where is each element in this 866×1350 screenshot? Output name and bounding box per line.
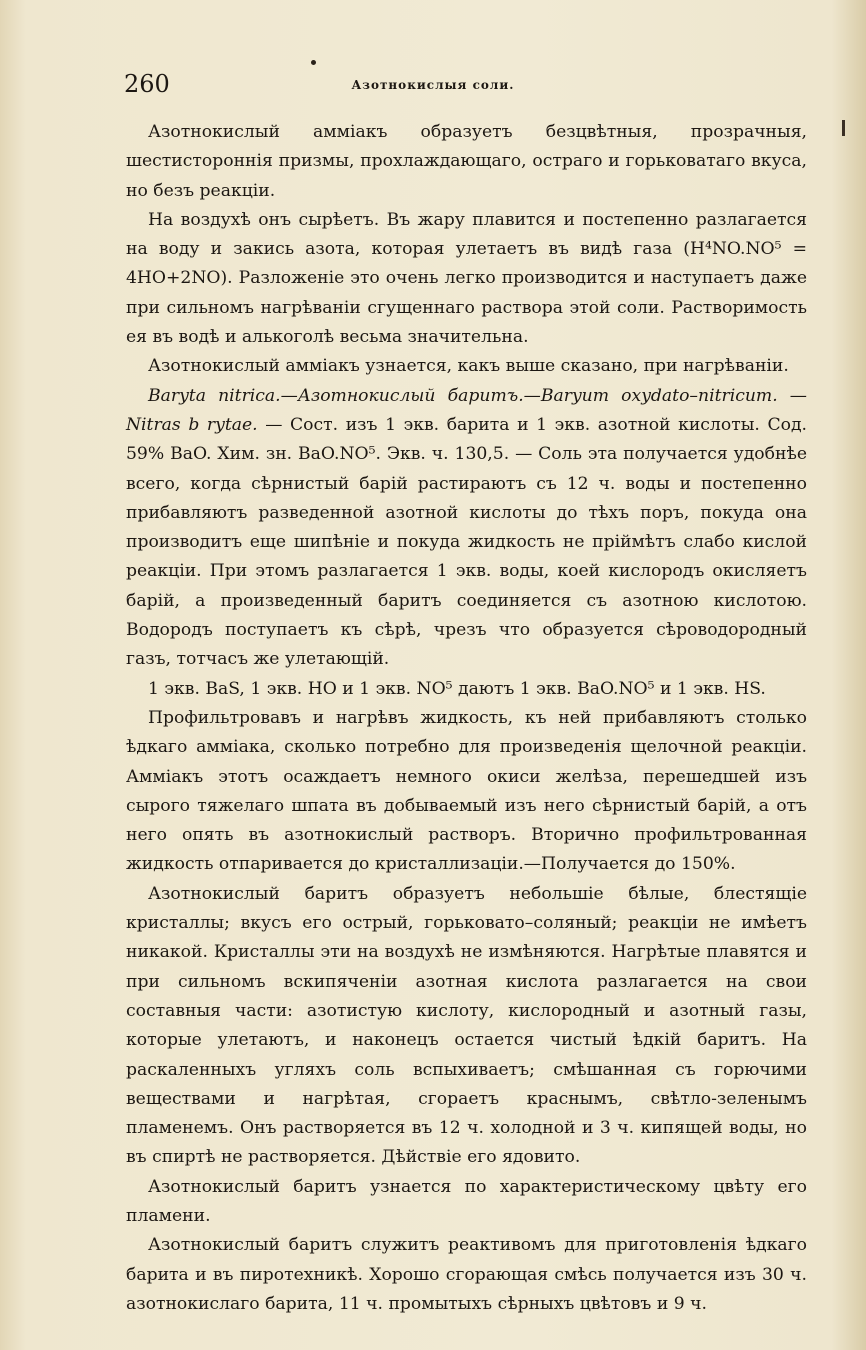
- paragraph-filtering: Профильтровавъ и нагрѣвъ жидкость, къ ней прибавляютъ столько ѣдкаго амміака, сколько потребно для произведенія щелочной реакціи. Амміакъ этотъ осаждаетъ немного окиси желѣза, перешедшей изъ сырого тяжелаго шпата въ добываемый изъ него сѣрнистый барій, а отъ него опять въ азотнокислый растворъ. Вторично профильтрованная жидкость отпаривается до кристаллизаціи.—Получается до 150%.: [126, 707, 807, 875]
- baryta-entry-text: — Сост. изъ 1 экв. барита и 1 экв. азотной кислоты. Сод. 59% BaO. Хим. зн. BaO.NO⁵. Экв. ч. 130,5. — Соль эта получается удобнѣе всего, когда сѣрнистый барій растираютъ съ 12 ч. воды и постепенно прибавляютъ разведенной азотной кислоты до тѣхъ поръ, покуда она производитъ еще шипѣніе и покуда жидкость не пріймѣтъ слабо кислой реакціи. При этомъ разлагается 1 экв. воды, коей кислородъ окисляетъ барій, а произведенный баритъ соединяется съ азотною кислотою. Водородъ поступаетъ къ сѣрѣ, чрезъ что образуется сѣроводородный газъ, тотчасъ же улетающій.: [126, 414, 807, 670]
- paragraph-baryta-crystals: Азотнокислый баритъ образуетъ небольшіе бѣлые, блестящіе кристаллы; вкусъ его острый, горьковато–соляный; реакціи не имѣетъ никакой. Кристаллы эти на воздухѣ не измѣняются. Нагрѣтые плавятся и при сильномъ вскипяченіи азотная кислота разлагается на свои составныя части: азотистую кислоту, кислородный и азотный газы, которые улетаютъ, и наконецъ остается чистый ѣдкій баритъ. На раскаленныхъ угляхъ соль вспыхиваетъ; смѣшанная съ горючими веществами и нагрѣтая, сгораетъ краснымъ, свѣтло-зеленымъ пламенемъ. Онъ растворяется въ 12 ч. холодной и 3 ч. кипящей воды, но въ спиртѣ не растворяется. Дѣйствіе его ядовито.: [126, 883, 807, 1168]
- ink-speck: [842, 120, 845, 136]
- paragraph-ammonium-detection: Азотнокислый амміакъ узнается, какъ выше сказано, при нагрѣваніи.: [148, 356, 789, 377]
- paragraph-reaction-formula: 1 экв. BaS, 1 экв. HO и 1 экв. NO⁵ даютъ 1 экв. BaO.NO⁵ и 1 экв. HS.: [148, 678, 766, 699]
- paragraph-ammonium-air: На воздухѣ онъ сырѣетъ. Въ жару плавится и постепенно разлагается на воду и закись азота, которая улетаетъ въ видѣ газа (H⁴NO.NO⁵ = 4HO+2NO). Разложеніе это очень легко производится и наступаетъ даже при сильномъ нагрѣваніи сгущеннаго раствора этой соли. Растворимость ея въ водѣ и алькоголѣ весьма значительна.: [126, 209, 807, 348]
- running-title: Азотнокислыя соли.: [351, 78, 515, 92]
- baryta-latin-title: Baryta nitrica.—Азотнокислый баритъ.—Baryum oxydato–nitricum. — Nitras b rytae.: [126, 385, 807, 435]
- page-body: [126, 118, 807, 1319]
- paragraph-ammonium-description: Азотнокислый амміакъ образуетъ безцвѣтныя, прозрачныя, шестистороннія призмы, прохлаждающаго, остраго и горьковатаго вкуса, но безъ реакціи.: [126, 122, 807, 201]
- page-number: 260: [124, 70, 170, 98]
- paragraph-baryta-entry: [126, 382, 807, 675]
- paragraph-baryta-detection: Азотнокислый баритъ узнается по характеристическому цвѣту его пламени.: [126, 1176, 807, 1226]
- paragraph-baryta-uses: Азотнокислый баритъ служитъ реактивомъ для приготовленія ѣдкаго барита и въ пиротехникѣ. Хорошо сгорающая смѣсь получается изъ 30 ч. азотнокислаго барита, 11 ч. промытыхъ сѣрныхъ цвѣтовъ и 9 ч.: [126, 1235, 807, 1314]
- ink-dot: [311, 60, 316, 65]
